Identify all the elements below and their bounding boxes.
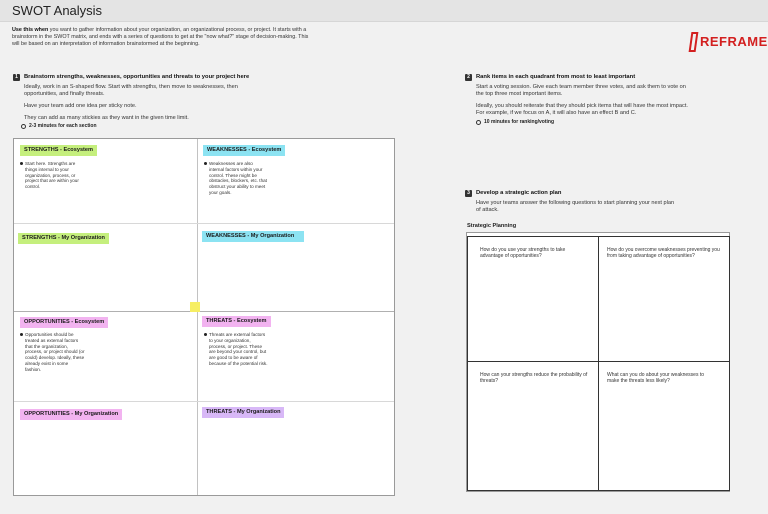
sticky-threats-organization[interactable]: THREATS - My Organization <box>202 407 284 418</box>
step-2-text-1: Start a voting session. Give each team member three votes, and ask them to vote on the top three most important items. <box>476 84 686 97</box>
intro-body: you want to gather information about your organization, an organizational process, or project. It starts with a brainstorm in the SWOT matrix, and ends with a series of questions to get at the "now what?" stage of decision-making. This will be based on an interpretation of information brainstormed at the beginning. <box>12 27 309 47</box>
step-2-timer-text: 10 minutes for ranking/voting <box>484 119 555 125</box>
step-1-text-2: Have your team add one idea per sticky note. <box>24 103 137 109</box>
step-1-heading: Brainstorm strengths, weaknesses, opportunities and threats to your project here <box>24 74 250 80</box>
step-2-text-2: Ideally, you should reiterate that they should pick items that will have the most impact. For example, if we focus on A, it will also have an effect B and C. <box>476 103 688 116</box>
intro-text <box>12 27 312 47</box>
step-2-timer <box>465 119 695 126</box>
step-2 <box>465 74 695 126</box>
swot-matrix[interactable] <box>13 138 395 496</box>
logo-text: REFRAME <box>700 34 768 49</box>
page-title: SWOT Analysis <box>12 3 103 18</box>
step-1 <box>13 74 313 130</box>
matrix-divider-top <box>14 223 394 224</box>
sticky-threats-ecosystem[interactable]: THREATS - Ecosystem <box>202 316 271 327</box>
step-2-header <box>465 74 695 81</box>
bullet-icon <box>204 333 207 336</box>
note-strengths[interactable]: Start here. Strengths are things internal to your organization, process, or project that are within your control. <box>25 161 85 190</box>
sticky-strengths-organization[interactable]: STRENGTHS - My Organization <box>18 233 109 244</box>
strategic-planning-board[interactable] <box>466 232 730 492</box>
note-opportunities[interactable]: Opportunities should be treated as external factors that the organization, process, or project should (or could) develop. Ideally, these already exist in some fashion. <box>25 332 85 373</box>
step-1-number: 1 <box>13 74 20 81</box>
planning-cell-wt[interactable] <box>598 361 730 491</box>
step-1-text-3: They can add as many stickies as they want in the given time limit. <box>24 115 189 121</box>
step-1-header <box>13 74 313 81</box>
bullet-icon <box>20 162 23 165</box>
step-2-heading: Rank items in each quadrant from most to least important <box>476 74 636 80</box>
sticky-weaknesses-organization[interactable]: WEAKNESSES - My Organization <box>202 231 304 242</box>
planning-cell-st[interactable] <box>467 361 599 491</box>
intro-lead: Use this when <box>12 27 49 33</box>
planning-question-2: How do you overcome weaknesses preventing you from taking advantage of opportunities? <box>607 247 720 260</box>
sticky-opportunities-ecosystem[interactable]: OPPORTUNITIES - Ecosystem <box>20 317 108 328</box>
bullet-icon <box>20 333 23 336</box>
step-3-header <box>465 190 695 197</box>
planning-cell-wo[interactable] <box>598 236 730 362</box>
bullet-icon <box>204 162 207 165</box>
step-3-heading: Develop a strategic action plan <box>476 190 562 196</box>
timer-icon <box>476 120 481 125</box>
planning-question-4: What can you do about your weaknesses to make the threats less likely? <box>607 372 705 385</box>
sticky-opportunities-organization[interactable]: OPPORTUNITIES - My Organization <box>20 409 122 420</box>
note-weaknesses[interactable]: Weaknesses are also internal factors within your control. These might be obstacles, blockers, etc. that obstruct your ability to meet your goals. <box>209 161 269 196</box>
step-1-text-1: Ideally, work in an S-shaped flow. Start with strengths, then move to weaknesses, then opportunities, and finally threats. <box>24 84 238 97</box>
strategic-planning-title: Strategic Planning <box>467 223 517 229</box>
step-1-timer-text: 2-3 minutes for each section <box>29 123 97 129</box>
matrix-divider-bottom <box>14 401 394 402</box>
step-1-timer <box>13 123 313 130</box>
timer-icon <box>21 124 26 129</box>
note-threats[interactable]: Threats are external factors to your organization, process, or project. These are beyond your control, but are good to be aware of because of the potential risk. <box>209 332 269 367</box>
planning-cell-so[interactable] <box>467 236 599 362</box>
step-3 <box>465 190 695 219</box>
yellow-sticky-note[interactable] <box>190 302 200 312</box>
step-3-text-1: Have your teams answer the following questions to start planning your next plan of attack. <box>476 200 675 213</box>
step-3-number: 3 <box>465 190 472 197</box>
reframe-logo <box>686 32 766 54</box>
header-bar <box>0 0 768 22</box>
planning-question-1: How do you use your strengths to take advantage of opportunities? <box>480 247 566 260</box>
sticky-strengths-ecosystem[interactable]: STRENGTHS - Ecosystem <box>20 145 97 156</box>
step-2-number: 2 <box>465 74 472 81</box>
logo-mark-icon <box>689 32 699 52</box>
matrix-divider-middle <box>14 311 394 312</box>
matrix-vertical-divider <box>197 139 198 495</box>
sticky-weaknesses-ecosystem[interactable]: WEAKNESSES - Ecosystem <box>203 145 285 156</box>
planning-question-3: How can your strengths reduce the probability of threats? <box>480 372 588 385</box>
